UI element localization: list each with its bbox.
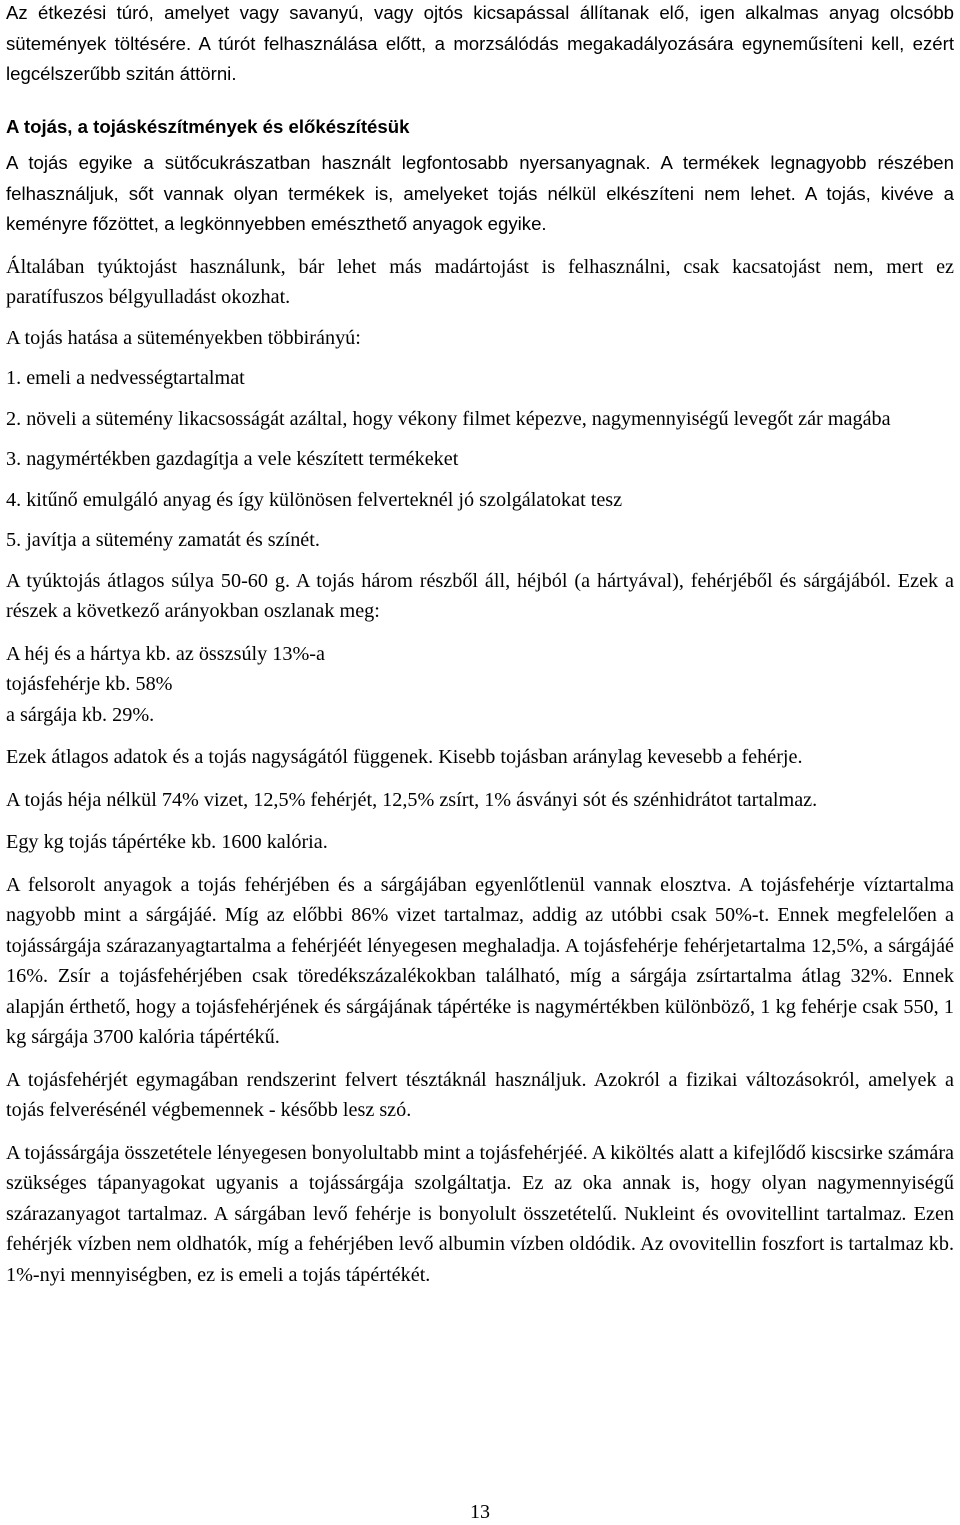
- ratio-line: tojásfehérje kb. 58%: [6, 673, 173, 695]
- section-heading: A tojás, a tojáskészítmények és előkészítésük: [6, 115, 410, 137]
- list-item: 5. javítja a sütemény zamatát és színét.: [6, 529, 320, 551]
- paragraph-1: A tojás egyike a sütőcukrászatban használt legfontosabb nyersanyagnak. A termékek legnagyobb részében felhasználjuk, sőt vannak olyan termékek is, amelyeket tojás nélkül elkészíteni nem lehet. A tojás, kivéve a keményre főzöttet, a legkönnyebben emészthető anyagok egyike.: [6, 152, 954, 234]
- ratio-lines: [6, 639, 954, 731]
- list-item: 1. emeli a nedvességtartalmat: [6, 367, 245, 389]
- list-intro: A tojás hatása a süteményekben többirányú:: [6, 326, 361, 349]
- effects-list: [6, 363, 954, 556]
- list-item: 2. növeli a sütemény likacsosságát azáltal, hogy vékony filmet képezve, nagymennyiségű levegőt zár magába: [6, 407, 891, 430]
- document-page: [6, 0, 954, 1290]
- paragraph-7: A felsorolt anyagok a tojás fehérjében és a sárgájában egyenlőtlenül vannak elosztva. A tojásfehérje víztartalma nagyobb mint a sárgájáé. Míg az előbbi 86% vizet tartalmaz, addig az utóbbi csak 50%-t. Ennek megfelelően a tojássárgája szárazanyagtartalma a fehérjéét lényegesen meghaladja. A tojásfehérje fehérjetartalma 12,5%, a sárgájáé 16%. Zsír a tojásfehérjében csak töredékszázalékokban található, míg a sárgája zsírtartalma átlag 32%. Ennek alapján érthető, hogy a tojásfehérjének és sárgájának tápértéke is nagymértékben különböző, 1 kg fehérje csak 550, 1 kg sárgája 3700 kalória tápértékű.: [6, 873, 954, 1048]
- paragraph-8: A tojásfehérjét egymagában rendszerint felvert tésztáknál használjuk. Azokról a fizikai változásokról, amelyek a tojás felverésénél végbemennek - később lesz szó.: [6, 1068, 954, 1121]
- paragraph-9: A tojássárgája összetétele lényegesen bonyolultabb mint a tojásfehérjéé. A kiköltés alatt a kifejlődő kiscsirke számára szükséges tápanyagokat ugyanis a tojássárgája szolgáltatja. Ez az oka annak is, hogy olyan nagymennyiségű szárazanyagot tartalmaz. A sárgában levő fehérje is bonyolult összetételű. Nukleint és ovovitellint tartalmaz. Ezen fehérjék vízben nem oldhatók, míg a fehérjében levő albumin vízben oldódik. Az ovovitellin foszfort is tartalmaz kb. 1%-nyi mennyiségben, ez is emeli a tojás tápértékét.: [6, 1141, 954, 1286]
- page-number: 13: [470, 1501, 490, 1523]
- paragraph-6: Egy kg tojás tápértéke kb. 1600 kalória.: [6, 831, 328, 853]
- paragraph-4: Ezek átlagos adatok és a tojás nagyságától függenek. Kisebb tojásban aránylag kevesebb a fehérje.: [6, 746, 803, 768]
- paragraph-2: Általában tyúktojást használunk, bár lehet más madártojást is felhasználni, csak kacsatojást nem, mert ez paratífuszos bélgyulladást okozhat.: [6, 255, 954, 308]
- list-item: 4. kitűnő emulgáló anyag és így különösen felverteknél jó szolgálatokat tesz: [6, 488, 623, 511]
- paragraph-3: A tyúktojás átlagos súlya 50-60 g. A tojás három részből áll, héjból (a hártyával), fehérjéből és sárgájából. Ezek a részek a következő arányokban oszlanak meg:: [6, 569, 954, 622]
- intro-paragraph: Az étkezési túró, amelyet vagy savanyú, vagy ojtós kicsapással állítanak elő, igen alkalmas anyag olcsóbb sütemények töltésére. A túrót felhasználása előtt, a morzsálódás megakadályozására egyneműsíteni kell, ezért legcélszerűbb szitán áttörni.: [6, 2, 954, 84]
- list-item: 3. nagymértékben gazdagítja a vele készített termékeket: [6, 448, 459, 470]
- paragraph-5: A tojás héja nélkül 74% vizet, 12,5% fehérjét, 12,5% zsírt, 1% ásványi sót és szénhidrátot tartalmaz.: [6, 788, 818, 811]
- ratio-line: a sárgája kb. 29%.: [6, 703, 155, 726]
- ratio-line: A héj és a hártya kb. az összsúly 13%-a: [6, 642, 325, 665]
